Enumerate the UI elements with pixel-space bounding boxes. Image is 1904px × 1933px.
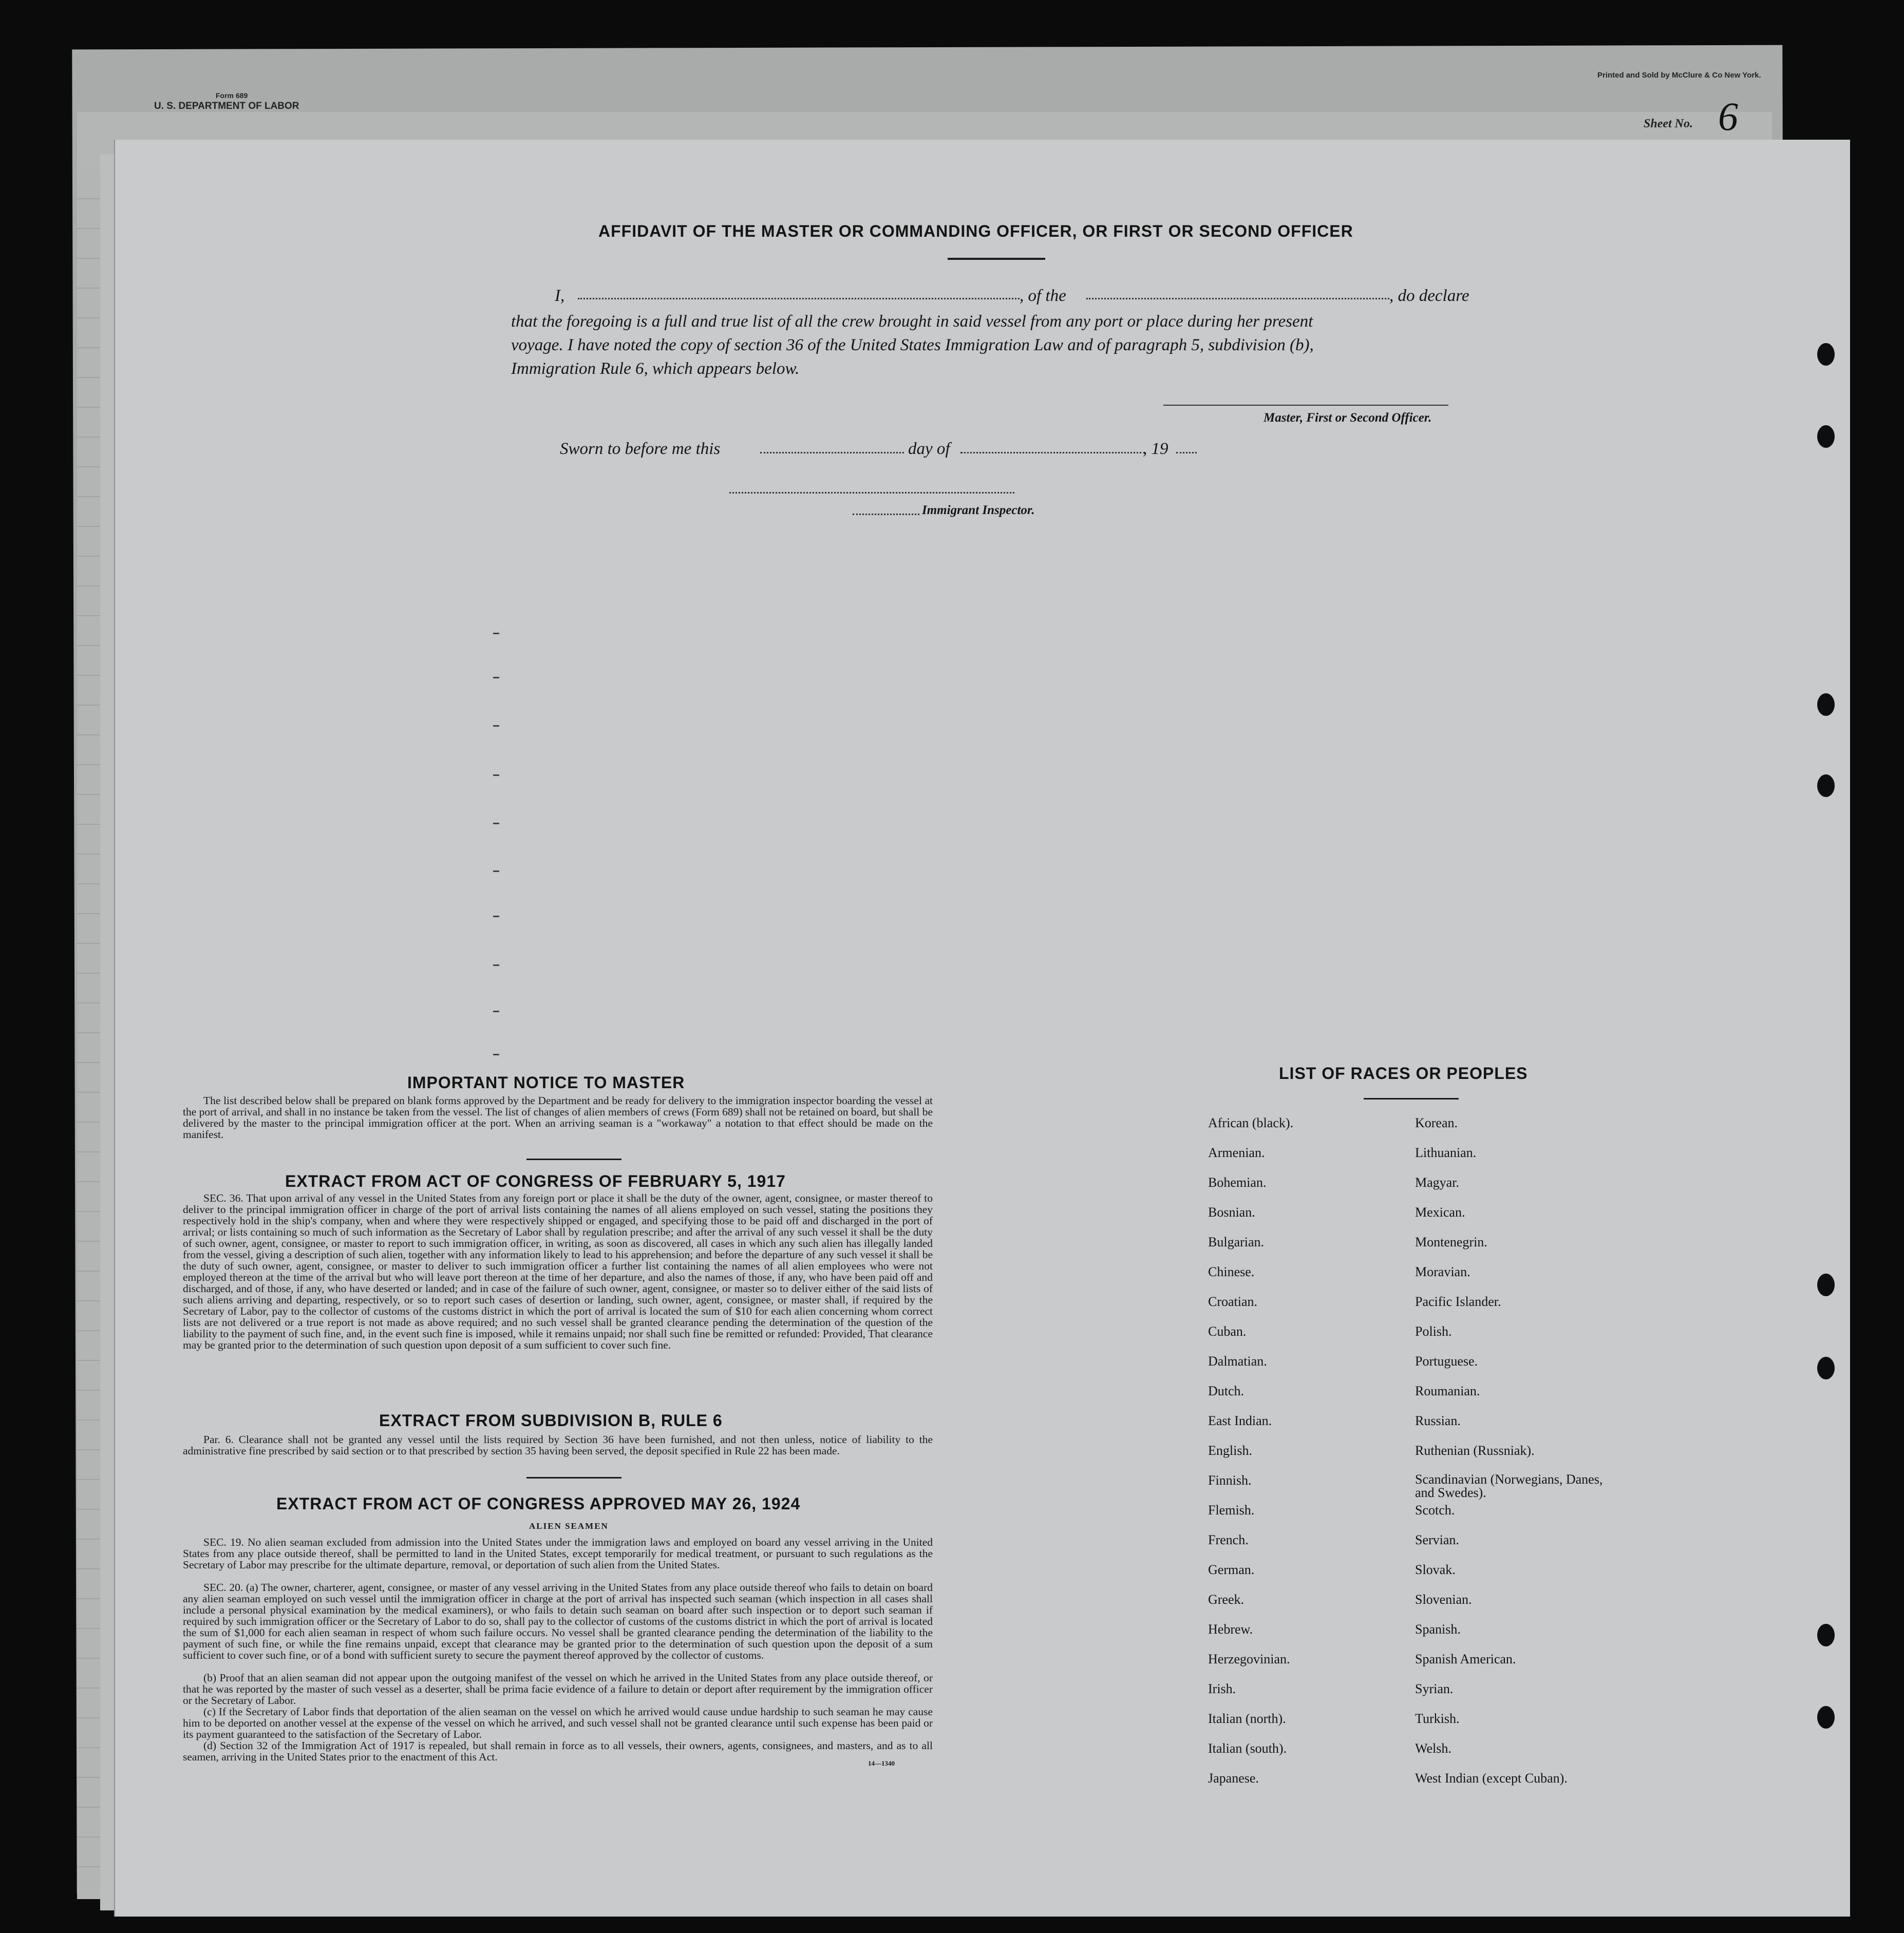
race-item: East Indian. bbox=[1208, 1413, 1272, 1428]
notice-body: The list described below shall be prepared on blank forms approved by the Department and be ready for delivery to the immigration inspector boarding the vessel at the port of arrival, and shall in no instance be taken from the vessel. The list of changes of alien members of crews (Form 689) shall not be retained on board, but shall be delivered by the master to the principal immigration officer at the port. When an arriving seaman is a "workaway" a notation to that effect should be made on the manifest. bbox=[183, 1094, 933, 1141]
margin-tick bbox=[493, 677, 499, 678]
race-item: Chinese. bbox=[1208, 1264, 1255, 1279]
race-item: Mexican. bbox=[1415, 1205, 1465, 1220]
affidavit-title-rule bbox=[948, 258, 1045, 260]
notice-rule bbox=[526, 1159, 621, 1160]
race-item: Magyar. bbox=[1415, 1175, 1459, 1190]
margin-tick bbox=[493, 964, 499, 966]
race-item: Scandinavian (Norwegians, Danes, and Swedes). bbox=[1415, 1472, 1603, 1500]
race-item: Bulgarian. bbox=[1208, 1235, 1265, 1249]
margin-tick bbox=[493, 823, 499, 824]
race-item: Flemish. bbox=[1208, 1503, 1255, 1518]
race-item: Servian. bbox=[1415, 1532, 1459, 1547]
extract-1924-sec20b: (b) Proof that an alien seaman did not appear upon the outgoing manifest of the vessel on which he arrived in the United States from any place outside thereof, or that he was reported by the master of such vessel as a deserter, shall be prima facie evidence of a failure to detain or deport after requirement by the immigration officer or the Secretary of Labor. bbox=[183, 1672, 933, 1707]
affidavit-title: AFFIDAVIT OF THE MASTER OR COMMANDING OFFICER, OR FIRST OR SECOND OFFICER bbox=[598, 222, 1353, 240]
affidavit-line-2: that the foregoing is a full and true list of all the crew brought in said vessel from any port or place during her present bbox=[511, 312, 1313, 331]
binder-hole bbox=[1817, 1357, 1835, 1379]
extract-1924-sec20d: (d) Section 32 of the Immigration Act of 1917 is repealed, but shall remain in force as to all vessels, their owners, agents, consignees, and masters, and as to all seamen, arriving in the United States prior to the enactment of this Act. bbox=[183, 1739, 933, 1763]
margin-tick bbox=[493, 870, 499, 872]
extract-1924-sec20a: SEC. 20. (a) The owner, charterer, agent, consignee, or master of any vessel arriving in the United States from any place outside thereof who fails to detain on board any alien seaman employed on such vessel until the immigration officer in charge at the port of arrival has inspected such seaman (which inspection in all cases shall include a personal physical examination by the medical examiners), or who fails to detain such seaman on board after such inspection or to deport such seaman if required by such immigration officer or the Secretary of Labor to do so, shall pay to the collector of customs of the customs district in which the port of arrival is located the sum of $1,000 for each alien seaman in respect of whom such failure occurs. No vessel shall be granted clearance pending the determination of the liability to the payment of such fine, or while the fine remains unpaid, except that clearance may be granted prior to the determination of such question upon the deposit of a sum sufficient to cover such fine, or of a bond with sufficient surety to secure the payment thereof approved by the collector of customs. bbox=[183, 1581, 933, 1661]
sworn-prefix: Sworn to before me this bbox=[560, 440, 721, 458]
race-item: African (black). bbox=[1208, 1115, 1294, 1130]
sworn-month-blank[interactable] bbox=[960, 452, 1145, 453]
binder-hole bbox=[1817, 1624, 1835, 1646]
race-item: Cuban. bbox=[1208, 1324, 1247, 1339]
race-item: Scotch. bbox=[1415, 1503, 1455, 1518]
sheet-number: 6 bbox=[1718, 94, 1738, 139]
form-number: Form 689 bbox=[216, 91, 248, 100]
margin-tick bbox=[493, 1011, 499, 1012]
race-item: Italian (south). bbox=[1208, 1741, 1287, 1756]
notice-title: IMPORTANT NOTICE TO MASTER bbox=[407, 1073, 685, 1092]
printer-credit: Printed and Sold by McClure & Co New York. bbox=[1597, 71, 1761, 80]
binder-hole bbox=[1817, 343, 1835, 366]
race-item: Korean. bbox=[1415, 1115, 1458, 1130]
inspector-signature-line[interactable] bbox=[729, 492, 1014, 494]
binder-hole bbox=[1817, 774, 1835, 797]
race-item: Portuguese. bbox=[1415, 1354, 1478, 1369]
affidavit-i: I, bbox=[555, 287, 565, 305]
race-item: Slovenian. bbox=[1415, 1592, 1472, 1607]
race-item: Italian (north). bbox=[1208, 1711, 1286, 1726]
name-blank[interactable] bbox=[578, 298, 1020, 299]
race-item: French. bbox=[1208, 1532, 1249, 1547]
rule-6-body: Par. 6. Clearance shall not be granted any vessel until the lists required by Section 36 have been furnished, and not then unless, notice of liability to the administrative fine prescribed by said section or to that prescribed by section 35 having been served, the deposit specified in Rule 22 has been made. bbox=[183, 1433, 933, 1457]
margin-tick bbox=[493, 916, 499, 917]
race-item: Slovak. bbox=[1415, 1562, 1456, 1577]
race-item: Welsh. bbox=[1415, 1741, 1451, 1756]
race-item: Spanish American. bbox=[1415, 1652, 1516, 1666]
binder-hole bbox=[1817, 1274, 1835, 1296]
margin-tick bbox=[493, 725, 499, 727]
inspector-signature-line-short[interactable] bbox=[853, 514, 919, 515]
race-item: Russian. bbox=[1415, 1413, 1461, 1428]
race-item: Ruthenian (Russniak). bbox=[1415, 1443, 1535, 1458]
binder-hole bbox=[1817, 1706, 1835, 1729]
race-item: Polish. bbox=[1415, 1324, 1452, 1339]
races-left-column bbox=[1208, 1115, 1403, 1801]
race-item: Dalmatian. bbox=[1208, 1354, 1267, 1369]
binder-hole bbox=[1817, 693, 1835, 716]
rule-6-title: EXTRACT FROM SUBDIVISION B, RULE 6 bbox=[379, 1411, 723, 1430]
race-item: Hebrew. bbox=[1208, 1622, 1253, 1637]
extract-1917-title: EXTRACT FROM ACT OF CONGRESS OF FEBRUARY 5, 1917 bbox=[285, 1172, 786, 1190]
alien-seamen-heading: ALIEN SEAMEN bbox=[529, 1521, 609, 1531]
inspector-label: Immigrant Inspector. bbox=[922, 503, 1035, 517]
affidavit-do-declare: , do declare bbox=[1389, 287, 1469, 305]
master-signature-label: Master, First or Second Officer. bbox=[1264, 411, 1432, 425]
print-code: 14—1340 bbox=[868, 1759, 895, 1767]
master-signature-line[interactable] bbox=[1163, 405, 1448, 406]
sworn-year: , 19 bbox=[1143, 440, 1168, 458]
margin-tick bbox=[493, 1054, 499, 1055]
sworn-year-blank[interactable] bbox=[1176, 452, 1197, 453]
race-item: German. bbox=[1208, 1562, 1255, 1577]
margin-tick bbox=[493, 774, 499, 776]
race-item: Dutch. bbox=[1208, 1384, 1245, 1398]
race-item: Lithuanian. bbox=[1415, 1145, 1477, 1160]
race-item: Croatian. bbox=[1208, 1294, 1258, 1309]
rule-6-rule bbox=[526, 1477, 621, 1479]
vessel-blank[interactable] bbox=[1086, 298, 1389, 299]
race-item: Irish. bbox=[1208, 1681, 1236, 1696]
sworn-day-blank[interactable] bbox=[760, 452, 904, 453]
races-right-column bbox=[1415, 1115, 1620, 1801]
race-item: Herzegovinian. bbox=[1208, 1652, 1290, 1666]
extract-1924-sec20c: (c) If the Secretary of Labor finds that deportation of the alien seaman on the vessel on which he arrived would cause undue hardship to such seaman he may cause him to be deported on another vessel at the expense of the vessel on which he arrived, and such vessel shall not be granted clearance until such expense has been paid or its payment guaranteed to the satisfaction of the Secretary of Labor. bbox=[183, 1705, 933, 1740]
race-item: Japanese. bbox=[1208, 1771, 1259, 1786]
race-item: Turkish. bbox=[1415, 1711, 1460, 1726]
sheet-label: Sheet No. bbox=[1644, 117, 1693, 130]
race-item: Moravian. bbox=[1415, 1264, 1471, 1279]
sworn-day-of: day of bbox=[908, 440, 950, 458]
races-title-rule bbox=[1364, 1098, 1459, 1100]
race-item: Bosnian. bbox=[1208, 1205, 1255, 1220]
race-item: Finnish. bbox=[1208, 1473, 1252, 1488]
affidavit-line-4: Immigration Rule 6, which appears below. bbox=[511, 359, 800, 378]
race-item: Spanish. bbox=[1415, 1622, 1461, 1637]
race-item: Montenegrin. bbox=[1415, 1235, 1487, 1249]
extract-1917-body: SEC. 36. That upon arrival of any vessel in the United States from any foreign port or place it shall be the duty of the owner, agent, consignee, or master thereof to deliver to the principal immigration officer in charge of the port of arrival lists containing the names of all aliens employed on such vessel, stating the positions they respectively hold in the ship's company, when and where they were respectively shipped or engaged, and specifying those to be paid off and discharged in the port of arrival; or lists containing so much of such information as the Secretary of Labor shall by regulation prescribe; and after the arrival of any such vessel it shall be the duty of such owner, agent, consignee, or master to report to such immigration officer, in writing, as soon as discovered, all cases in which any such alien has illegally landed from the vessel, giving a description of such alien, together with any information likely to lead to his apprehension; and before the departure of any such vessel it shall be the duty of such owner, agent, consignee, or master to deliver to such immigration officer a further list containing the names of all alien employees who were not employed thereon at the time of the arrival but who will leave port thereon at the time of her departure, and also the names of those, if any, who have been paid off and discharged, and of those, if any, who have deserted or landed; and in case of the failure of such owner, agent, consignee, or master so to deliver either of the said lists of such aliens arriving and departing, respectively, or so to report such cases of desertion or landing, such owner, agent, consignee, or master shall, if required by the Secretary of Labor, pay to the collector of customs of the customs district in which the port of arrival is located the sum of $10 for each alien concerning whom correct lists are not delivered or a true report is not made as above required; and no such vessel shall be granted clearance pending the determination of the question of the liability to the payment of such fine, and, in the event such fine is imposed, while it remains unpaid; nor shall such fine be remitted or refunded: Provided, That clearance may be granted prior to the determination of such question upon deposit of a sum sufficient to cover such fine. bbox=[183, 1192, 933, 1351]
binder-hole bbox=[1817, 425, 1835, 448]
department-label: U. S. DEPARTMENT OF LABOR bbox=[154, 101, 299, 111]
race-item: West Indian (except Cuban). bbox=[1415, 1771, 1568, 1786]
race-item: Syrian. bbox=[1415, 1681, 1454, 1696]
race-item: Bohemian. bbox=[1208, 1175, 1267, 1190]
race-item: English. bbox=[1208, 1443, 1252, 1458]
race-item: Roumanian. bbox=[1415, 1384, 1480, 1398]
extract-1924-sec19: SEC. 19. No alien seaman excluded from admission into the United States under the immigration laws and employed on board any vessel arriving in the United States from any place outside thereof, shall be permitted to land in the United States, except temporarily for medical treatment, or pursuant to such regulations as the Secretary of Labor may prescribe for the ultimate departure, removal, or deportation of such alien from the United States. bbox=[183, 1536, 933, 1571]
races-title: LIST OF RACES OR PEOPLES bbox=[1279, 1064, 1528, 1083]
affidavit-line-3: voyage. I have noted the copy of section 36 of the United States Immigration Law and of paragraph 5, subdivision (b), bbox=[511, 336, 1314, 354]
race-item: Greek. bbox=[1208, 1592, 1245, 1607]
race-item: Pacific Islander. bbox=[1415, 1294, 1501, 1309]
extract-1924-title: EXTRACT FROM ACT OF CONGRESS APPROVED MAY 26, 1924 bbox=[276, 1494, 801, 1513]
affidavit-of-the: , of the bbox=[1020, 287, 1066, 305]
margin-tick bbox=[493, 633, 499, 634]
race-item: Armenian. bbox=[1208, 1145, 1265, 1160]
